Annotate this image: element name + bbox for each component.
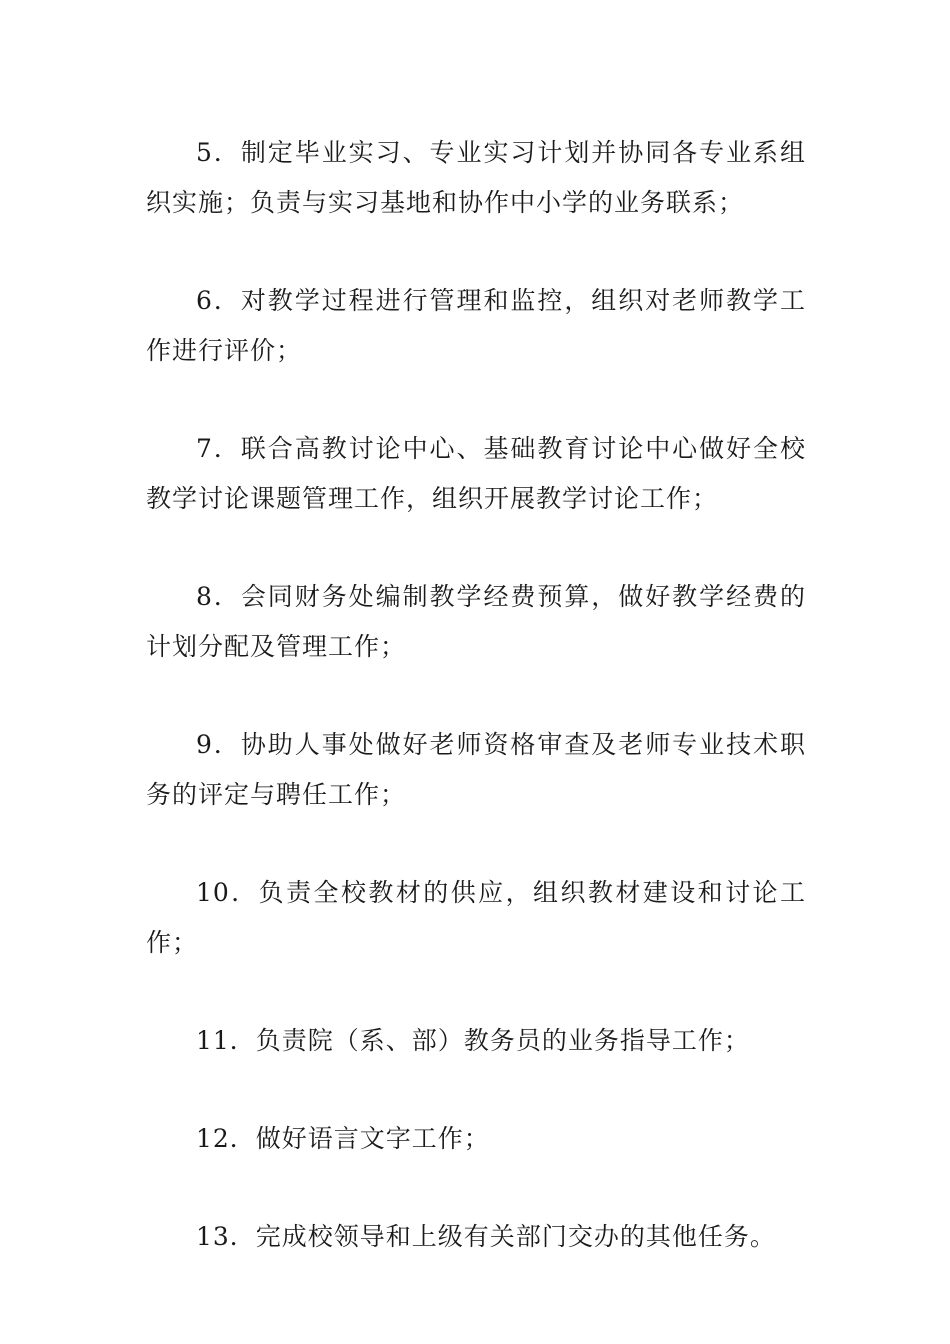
list-item-8: 8．会同财务处编制教学经费预算，做好教学经费的计划分配及管理工作； bbox=[146, 582, 806, 661]
list-item-12: 12．做好语言文字工作； bbox=[196, 1124, 490, 1153]
list-item-13: 13．完成校领导和上级有关部门交办的其他任务。 bbox=[196, 1222, 776, 1251]
paragraph-spacer bbox=[146, 228, 806, 276]
list-item-11: 11．负责院（系、部）教务员的业务指导工作； bbox=[196, 1026, 750, 1055]
paragraph-spacer bbox=[146, 672, 806, 720]
paragraph-spacer bbox=[146, 968, 806, 1016]
paragraph-spacer bbox=[146, 376, 806, 424]
list-item-10: 10．负责全校教材的供应，组织教材建设和讨论工作； bbox=[146, 878, 806, 957]
paragraph-spacer bbox=[146, 820, 806, 868]
list-item-6: 6．对教学过程进行管理和监控，组织对老师教学工作进行评价； bbox=[146, 286, 806, 365]
list-item-5: 5．制定毕业实习、专业实习计划并协同各专业系组织实施；负责与实习基地和协作中小学的业务联系； bbox=[146, 138, 806, 217]
document-body bbox=[146, 128, 806, 1262]
paragraph-spacer bbox=[146, 1066, 806, 1114]
paragraph-spacer bbox=[146, 524, 806, 572]
paragraph-spacer bbox=[146, 1164, 806, 1212]
list-item-7: 7．联合高教讨论中心、基础教育讨论中心做好全校教学讨论课题管理工作，组织开展教学讨论工作； bbox=[146, 434, 806, 513]
list-item-9: 9．协助人事处做好老师资格审查及老师专业技术职务的评定与聘任工作； bbox=[146, 730, 806, 809]
